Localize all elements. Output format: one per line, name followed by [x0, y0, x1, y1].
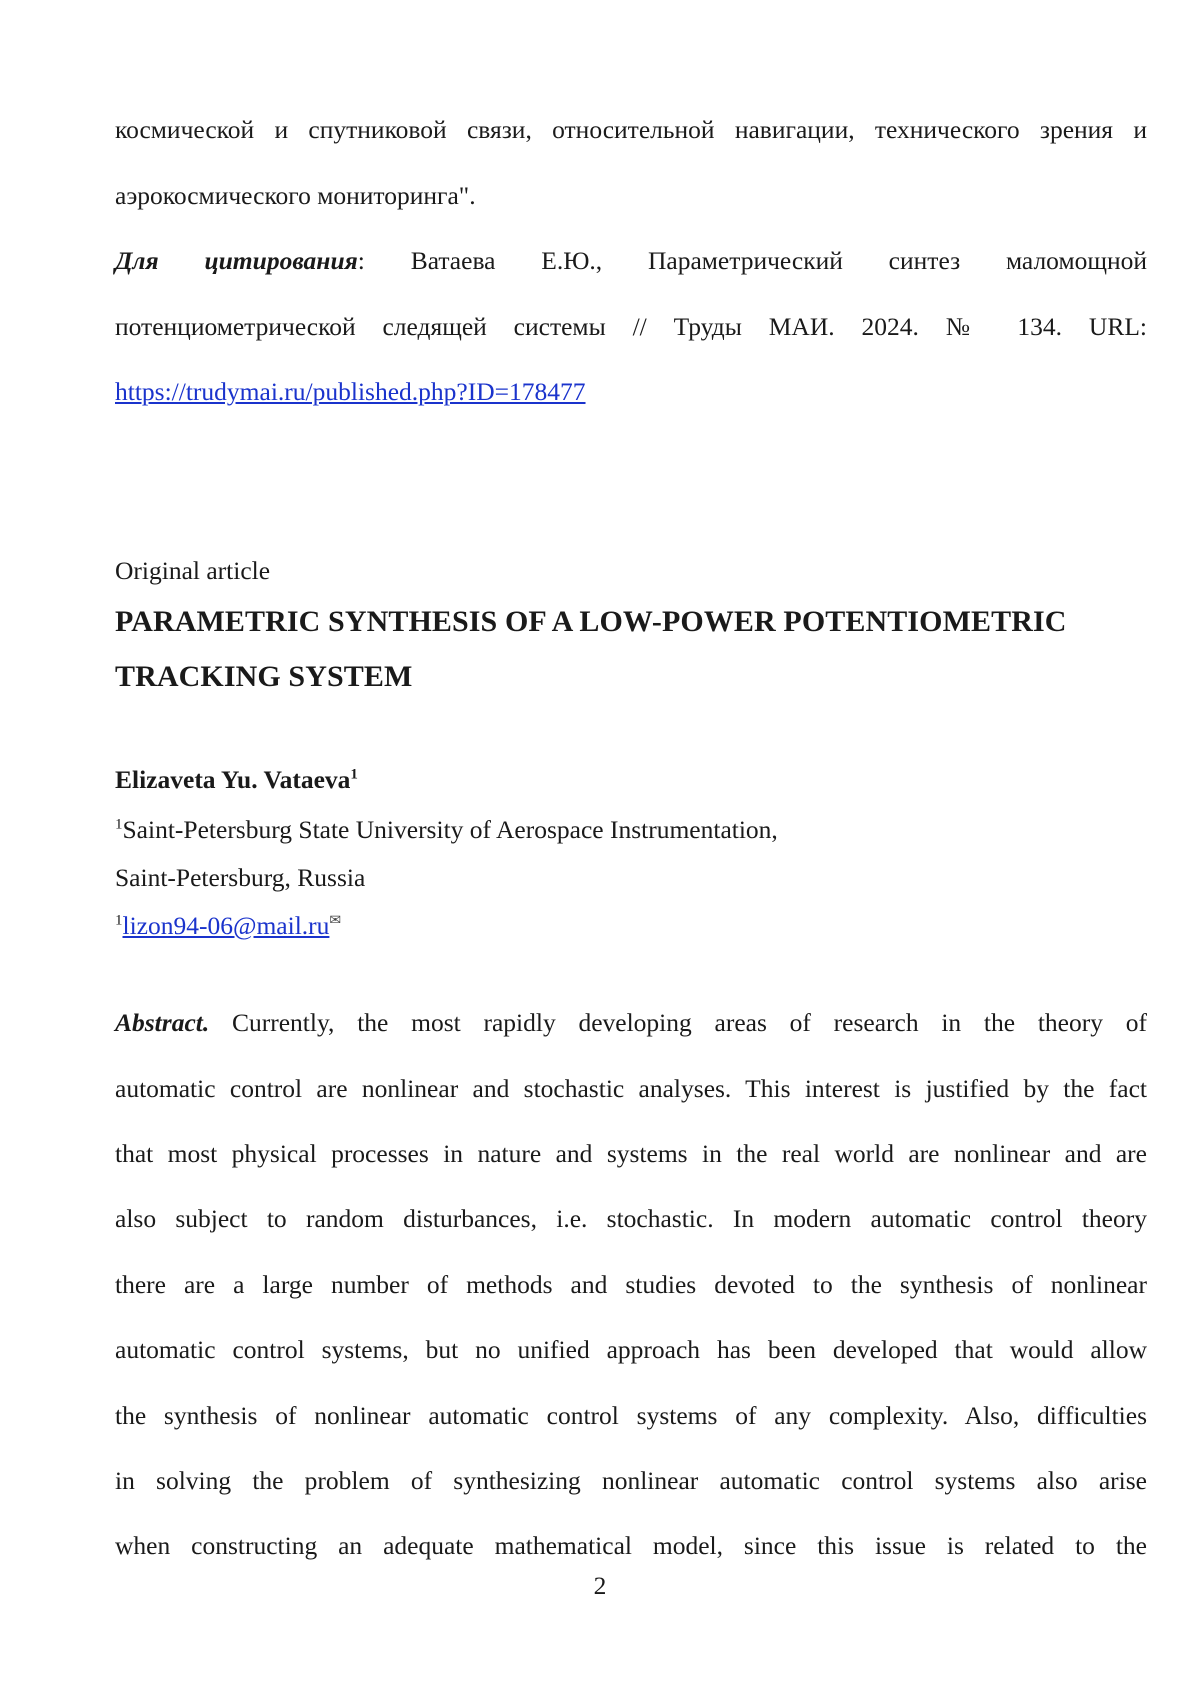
abstract-line-5: there are a large number of methods and studies devoted to the synthesis of nonlinear: [115, 1270, 1147, 1300]
affiliation-line-1: [115, 815, 1147, 845]
email-line: [115, 911, 1147, 941]
abstract-text-1: Currently, the most rapidly developing areas of research in the theory of: [232, 1008, 1147, 1037]
author-name: [115, 765, 1147, 795]
abstract-line-4: also subject to random disturbances, i.e. stochastic. In modern automatic control theory: [115, 1204, 1147, 1234]
email-superscript: 1: [115, 913, 123, 929]
abstract-line-7: the synthesis of nonlinear automatic control systems of any complexity. Also, difficulties: [115, 1401, 1147, 1431]
abstract-line-9: when constructing an adequate mathematical model, since this issue is related to the: [115, 1531, 1147, 1561]
affiliation-line-2: Saint-Petersburg, Russia: [115, 863, 1147, 893]
document-page: [0, 0, 1200, 1698]
citation-label: Для цитирования: [115, 246, 358, 275]
author-text: Elizaveta Yu. Vataeva: [115, 765, 350, 794]
abstract-line-6: automatic control systems, but no unified approach has been developed that would allow: [115, 1335, 1147, 1365]
abstract-line-8: in solving the problem of synthesizing nonlinear automatic control systems also arise: [115, 1466, 1147, 1496]
continuation-line-1: космической и спутниковой связи, относительной навигации, технического зрения и: [115, 115, 1147, 145]
citation-text: Ватаева Е.Ю., Параметрический синтез маломощной: [411, 246, 1147, 275]
envelope-icon: ✉: [329, 914, 341, 929]
citation-line-2: потенциометрической следящей системы // Труды МАИ. 2024. № 134. URL:: [115, 312, 1147, 342]
citation-url-link[interactable]: https://trudymai.ru/published.php?ID=178477: [115, 377, 586, 406]
abstract-line-3: that most physical processes in nature and systems in the real world are nonlinear and are: [115, 1139, 1147, 1169]
abstract-line-1: [115, 1008, 1147, 1038]
citation-line-1: [115, 246, 1147, 276]
affiliation-text: Saint-Petersburg State University of Aerospace Instrumentation,: [123, 815, 778, 844]
email-link[interactable]: lizon94-06@mail.ru: [123, 911, 330, 940]
article-type: Original article: [115, 556, 1147, 586]
author-superscript: 1: [350, 767, 358, 783]
citation-colon: :: [358, 246, 365, 275]
article-title-line-2: TRACKING SYSTEM: [115, 660, 1147, 694]
abstract-line-2: automatic control are nonlinear and stochastic analyses. This interest is justified by the fact: [115, 1074, 1147, 1104]
article-title-line-1: PARAMETRIC SYNTHESIS OF A LOW-POWER POTENTIOMETRIC: [115, 605, 1147, 639]
citation-url-line: [115, 377, 1147, 407]
page-number: 2: [0, 1571, 1200, 1601]
abstract-label: Abstract.: [115, 1008, 209, 1037]
continuation-line-2: аэрокосмического мониторинга".: [115, 181, 1147, 211]
affiliation-superscript: 1: [115, 817, 123, 833]
